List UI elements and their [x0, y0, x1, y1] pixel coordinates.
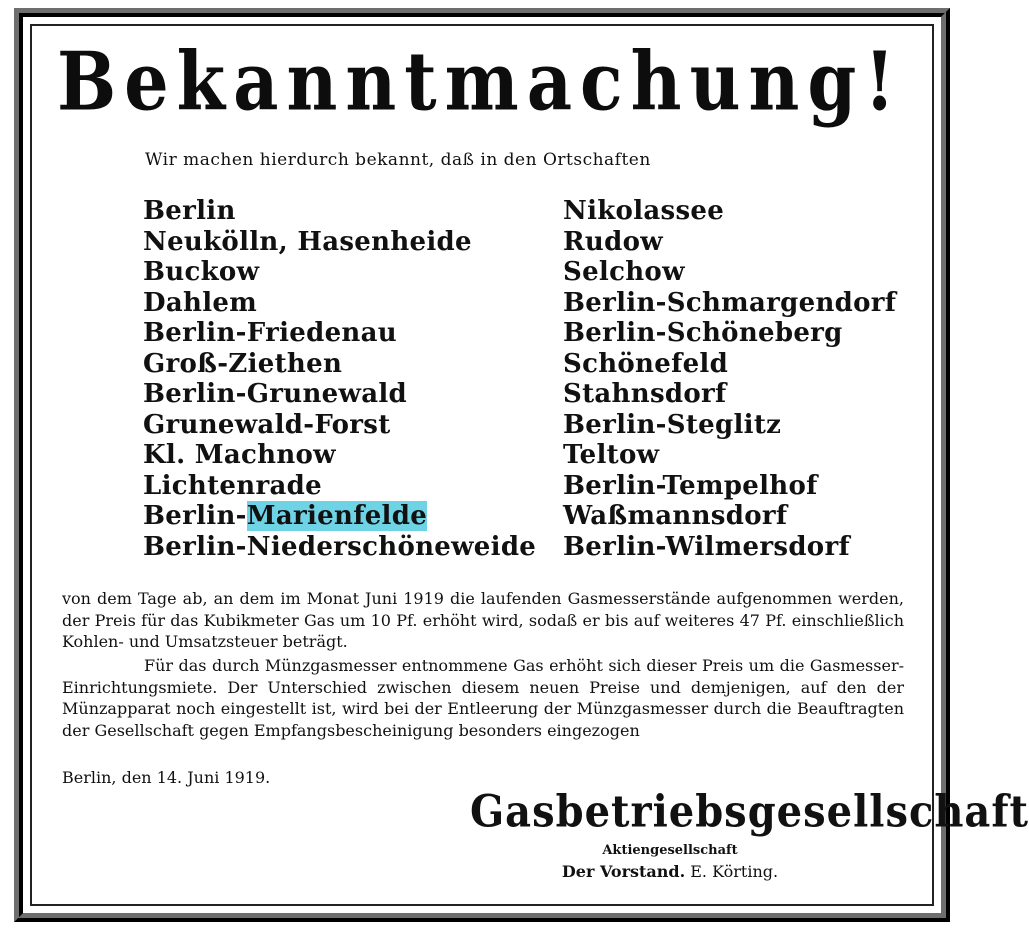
company-name: Gasbetriebsgesellschaft: [470, 785, 1029, 838]
board-signature: [470, 862, 870, 881]
dateline: Berlin, den 14. Juni 1919.: [62, 768, 271, 787]
place-item-highlighted: [143, 501, 536, 532]
place-item: Nikolassee: [563, 196, 725, 226]
board-label: Der Vorstand.: [561, 862, 686, 881]
place-item: Groß-Ziethen: [143, 348, 343, 379]
place-item: Berlin-Steglitz: [563, 409, 782, 440]
place-item: Berlin-Grunewald: [143, 379, 407, 409]
place-item: Kl. Machnow: [143, 440, 336, 470]
place-item: Grunewald-Forst: [143, 409, 391, 440]
places-list-left: [143, 196, 536, 562]
notice-title: Bekanntmachung!: [56, 33, 904, 130]
place-item: Buckow: [143, 257, 260, 287]
place-item: Lichtenrade: [143, 470, 322, 501]
price-paragraph: von dem Tage ab, an dem im Monat Juni 1919 die laufenden Gasmesserstände aufgenommen werden, der Preis für das Kubikmeter Gas um 10 Pf. erhöht wird, sodaß er bis auf weiteres 47 Pf. einschließlich Kohlen- und Umsatzsteuer beträgt.: [62, 589, 904, 651]
place-item: Berlin-Schmargendorf: [563, 287, 897, 318]
board-name: E. Körting.: [690, 862, 779, 881]
coin-meter-paragraph: Für das durch Münzgasmesser entnommene Gas erhöht sich dieser Preis um die Gasmesser-Einrichtungsmiete. Der Unterschied zwischen diesem neuen Preise und demjenigen, auf den der Münzapparat noch eingestellt ist, wird bei der Entleerung der Münzgasmesser durch die Beauftragten der Gesellschaft gegen Empfangsbescheinigung besonders eingezogen: [62, 656, 904, 740]
place-item: Berlin-Friedenau: [143, 318, 397, 348]
place-item: Berlin-Niederschöneweide: [143, 531, 537, 562]
place-item: Selchow: [563, 257, 685, 287]
place-prefix: Berlin-: [143, 501, 247, 531]
place-item: Teltow: [563, 440, 660, 470]
place-item: Berlin-Wilmersdorf: [563, 531, 850, 562]
company-type: Aktiengesellschaft: [602, 843, 738, 858]
intro-text: Wir machen hierdurch bekannt, daß in den Ortschaften: [145, 150, 651, 170]
place-item: Rudow: [563, 226, 663, 257]
place-item: Berlin-Tempelhof: [563, 470, 818, 501]
place-item: Stahnsdorf: [563, 379, 727, 409]
place-item: Schönefeld: [563, 348, 729, 379]
place-item: Neukölln, Hasenheide: [143, 226, 472, 257]
place-item: Berlin-Schöneberg: [563, 318, 843, 348]
places-list-right: [563, 196, 896, 562]
place-item: Waßmannsdorf: [563, 501, 788, 531]
place-item: Dahlem: [143, 287, 258, 318]
highlighted-word[interactable]: Marienfelde: [246, 501, 428, 531]
place-item: Berlin: [143, 196, 236, 226]
